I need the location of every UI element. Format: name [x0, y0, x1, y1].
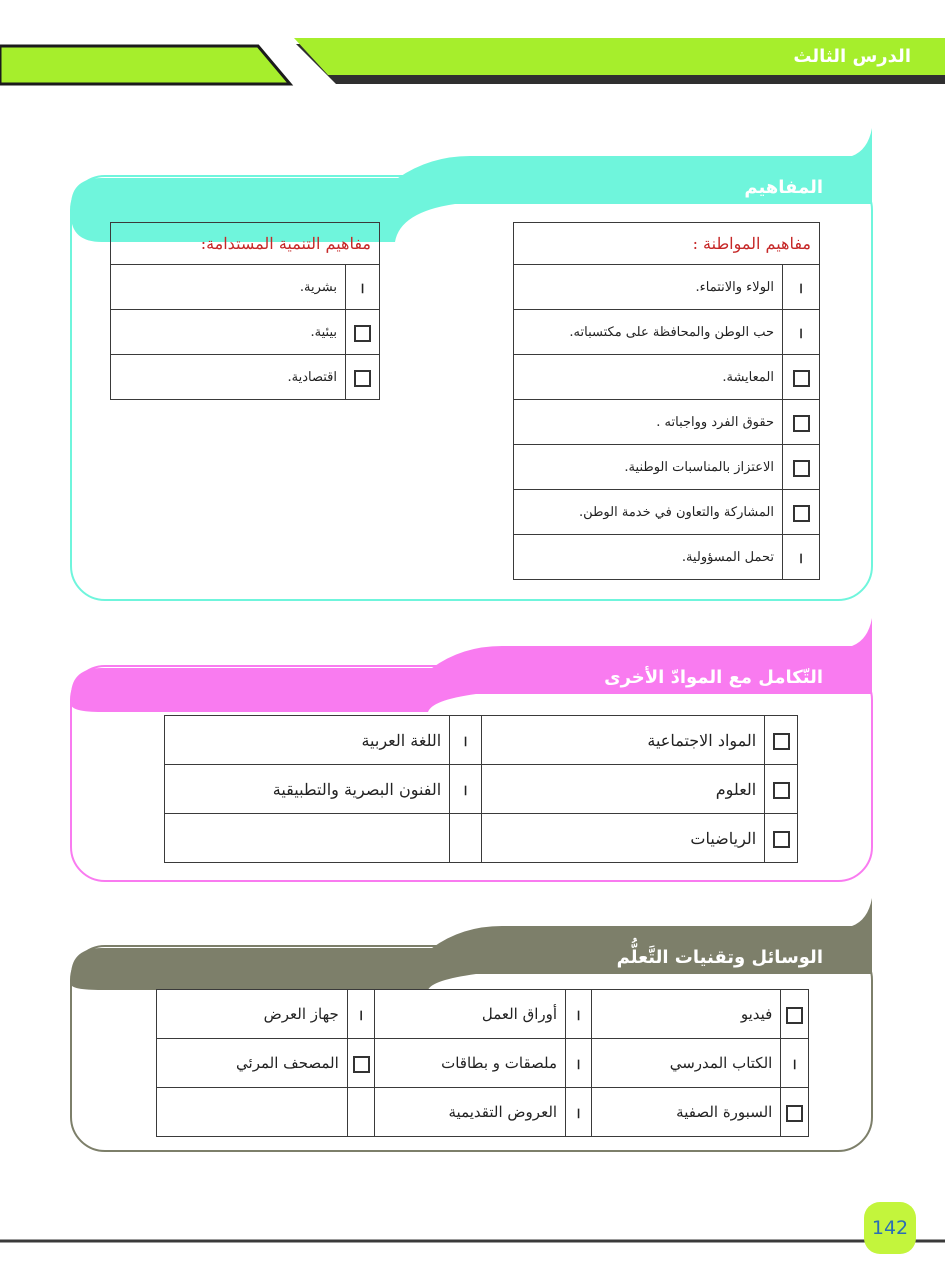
sustainability-concept-row — [111, 310, 380, 355]
tools-item-label: العروض التقديمية — [375, 1088, 566, 1137]
checkbox-icon[interactable] — [793, 460, 810, 477]
tools-mark-cell — [347, 1088, 375, 1137]
tick-mark-icon: ا — [359, 1008, 363, 1023]
tick-mark-icon: ا — [792, 1057, 797, 1072]
tools-mark-cell — [566, 990, 592, 1039]
sustainability-concept-row — [111, 265, 380, 310]
tick-mark-icon: ا — [463, 734, 468, 749]
tools-item-label: المصحف المرئي — [157, 1039, 348, 1088]
citizenship-heading: مفاهيم المواطنة : — [514, 223, 820, 265]
integration-mark-cell[interactable] — [765, 765, 798, 814]
tools-mark-cell — [347, 990, 375, 1039]
sustainability-mark-cell — [346, 265, 380, 310]
tools-title: الوسائل وتقنيات التَّعلُّم — [616, 947, 823, 968]
tick-mark-icon: ا — [576, 1057, 581, 1072]
citizenship-concept-row — [514, 265, 820, 310]
citizenship-concept-label: حب الوطن والمحافظة على مكتسباته. — [514, 310, 783, 355]
integration-row — [165, 716, 798, 765]
integration-item-label: الرياضيات — [481, 814, 764, 863]
tick-mark-icon: ا — [360, 281, 365, 296]
citizenship-concept-label: تحمل المسؤولية. — [514, 535, 783, 580]
tools-banner-top — [432, 898, 872, 948]
tools-item-label — [157, 1088, 348, 1137]
tools-item-label: الكتاب المدرسي — [592, 1039, 781, 1088]
tools-item-label: ملصقات و بطاقات — [375, 1039, 566, 1088]
tick-mark-icon: ا — [463, 783, 468, 798]
tick-mark-icon: ا — [576, 1106, 581, 1121]
citizenship-concept-row — [514, 490, 820, 535]
checkbox-icon[interactable] — [786, 1105, 803, 1122]
tick-mark-icon: ا — [576, 1008, 581, 1023]
checkbox-icon[interactable] — [354, 325, 371, 342]
citizenship-mark-cell[interactable] — [783, 400, 820, 445]
citizenship-concept-label: الاعتزاز بالمناسبات الوطنية. — [514, 445, 783, 490]
tools-mark-cell[interactable] — [781, 990, 809, 1039]
citizenship-concept-label: الولاء والانتماء. — [514, 265, 783, 310]
checkbox-icon[interactable] — [353, 1056, 370, 1073]
sustainability-concept-row — [111, 355, 380, 400]
integration-item-label: العلوم — [481, 765, 764, 814]
citizenship-mark-cell — [783, 265, 820, 310]
citizenship-mark-cell — [783, 535, 820, 580]
integration-row — [165, 765, 798, 814]
checkbox-icon[interactable] — [773, 733, 790, 750]
citizenship-concept-label: المشاركة والتعاون في خدمة الوطن. — [514, 490, 783, 535]
citizenship-concept-row — [514, 535, 820, 580]
tick-mark-icon: ا — [799, 281, 803, 296]
tools-mark-cell[interactable] — [781, 1088, 809, 1137]
integration-item-label: الفنون البصرية والتطبيقية — [165, 765, 450, 814]
integration-mark-cell[interactable] — [765, 814, 798, 863]
tools-mark-cell — [566, 1088, 592, 1137]
tools-mark-cell[interactable] — [347, 1039, 375, 1088]
integration-banner-top — [432, 618, 872, 668]
sustainability-concept-label: اقتصادية. — [111, 355, 346, 400]
sustainability-concept-label: بيئية. — [111, 310, 346, 355]
integration-mark-cell — [450, 716, 482, 765]
citizenship-mark-cell[interactable] — [783, 355, 820, 400]
integration-mark-cell — [450, 765, 482, 814]
page-number-badge: 142 — [864, 1202, 916, 1254]
citizenship-concept-row — [514, 310, 820, 355]
integration-row — [165, 814, 798, 863]
citizenship-concept-row — [514, 355, 820, 400]
concepts-title: المفاهيم — [744, 177, 823, 198]
tools-table — [156, 989, 809, 1137]
checkbox-icon[interactable] — [786, 1007, 803, 1024]
checkbox-icon[interactable] — [773, 831, 790, 848]
tools-mark-cell — [781, 1039, 809, 1088]
integration-item-label: المواد الاجتماعية — [481, 716, 764, 765]
checkbox-icon[interactable] — [793, 505, 810, 522]
tick-mark-icon: ا — [799, 551, 803, 566]
citizenship-mark-cell — [783, 310, 820, 355]
checkbox-icon[interactable] — [354, 370, 371, 387]
sustainability-mark-cell[interactable] — [346, 355, 380, 400]
checkbox-icon[interactable] — [773, 782, 790, 799]
citizenship-concept-label: حقوق الفرد وواجباته . — [514, 400, 783, 445]
tools-item-label: السبورة الصفية — [592, 1088, 781, 1137]
checkbox-icon[interactable] — [793, 415, 810, 432]
integration-item-label — [165, 814, 450, 863]
tools-row — [157, 990, 809, 1039]
citizenship-concept-row — [514, 400, 820, 445]
sustainability-mark-cell[interactable] — [346, 310, 380, 355]
integration-mark-cell — [450, 814, 482, 863]
header-left-bar — [0, 46, 290, 84]
citizenship-concepts-table — [513, 222, 820, 580]
citizenship-mark-cell[interactable] — [783, 445, 820, 490]
tools-row — [157, 1039, 809, 1088]
tools-item-label: جهاز العرض — [157, 990, 348, 1039]
sustainability-heading: مفاهيم التنمية المستدامة: — [111, 223, 380, 265]
lesson-title: الدرس الثالث — [793, 46, 911, 67]
tools-item-label: فيديو — [592, 990, 781, 1039]
sustainability-concept-label: بشرية. — [111, 265, 346, 310]
checkbox-icon[interactable] — [793, 370, 810, 387]
integration-table — [164, 715, 798, 863]
sustainability-concepts-table — [110, 222, 380, 400]
integration-mark-cell[interactable] — [765, 716, 798, 765]
concepts-banner-top — [398, 128, 872, 178]
integration-item-label: اللغة العربية — [165, 716, 450, 765]
citizenship-concept-row — [514, 445, 820, 490]
integration-title: التّكامل مع الموادّ الأخرى — [604, 667, 823, 688]
citizenship-mark-cell[interactable] — [783, 490, 820, 535]
tick-mark-icon: ا — [799, 326, 803, 341]
tools-item-label: أوراق العمل — [375, 990, 566, 1039]
tools-mark-cell — [566, 1039, 592, 1088]
citizenship-concept-label: المعايشة. — [514, 355, 783, 400]
tools-row — [157, 1088, 809, 1137]
